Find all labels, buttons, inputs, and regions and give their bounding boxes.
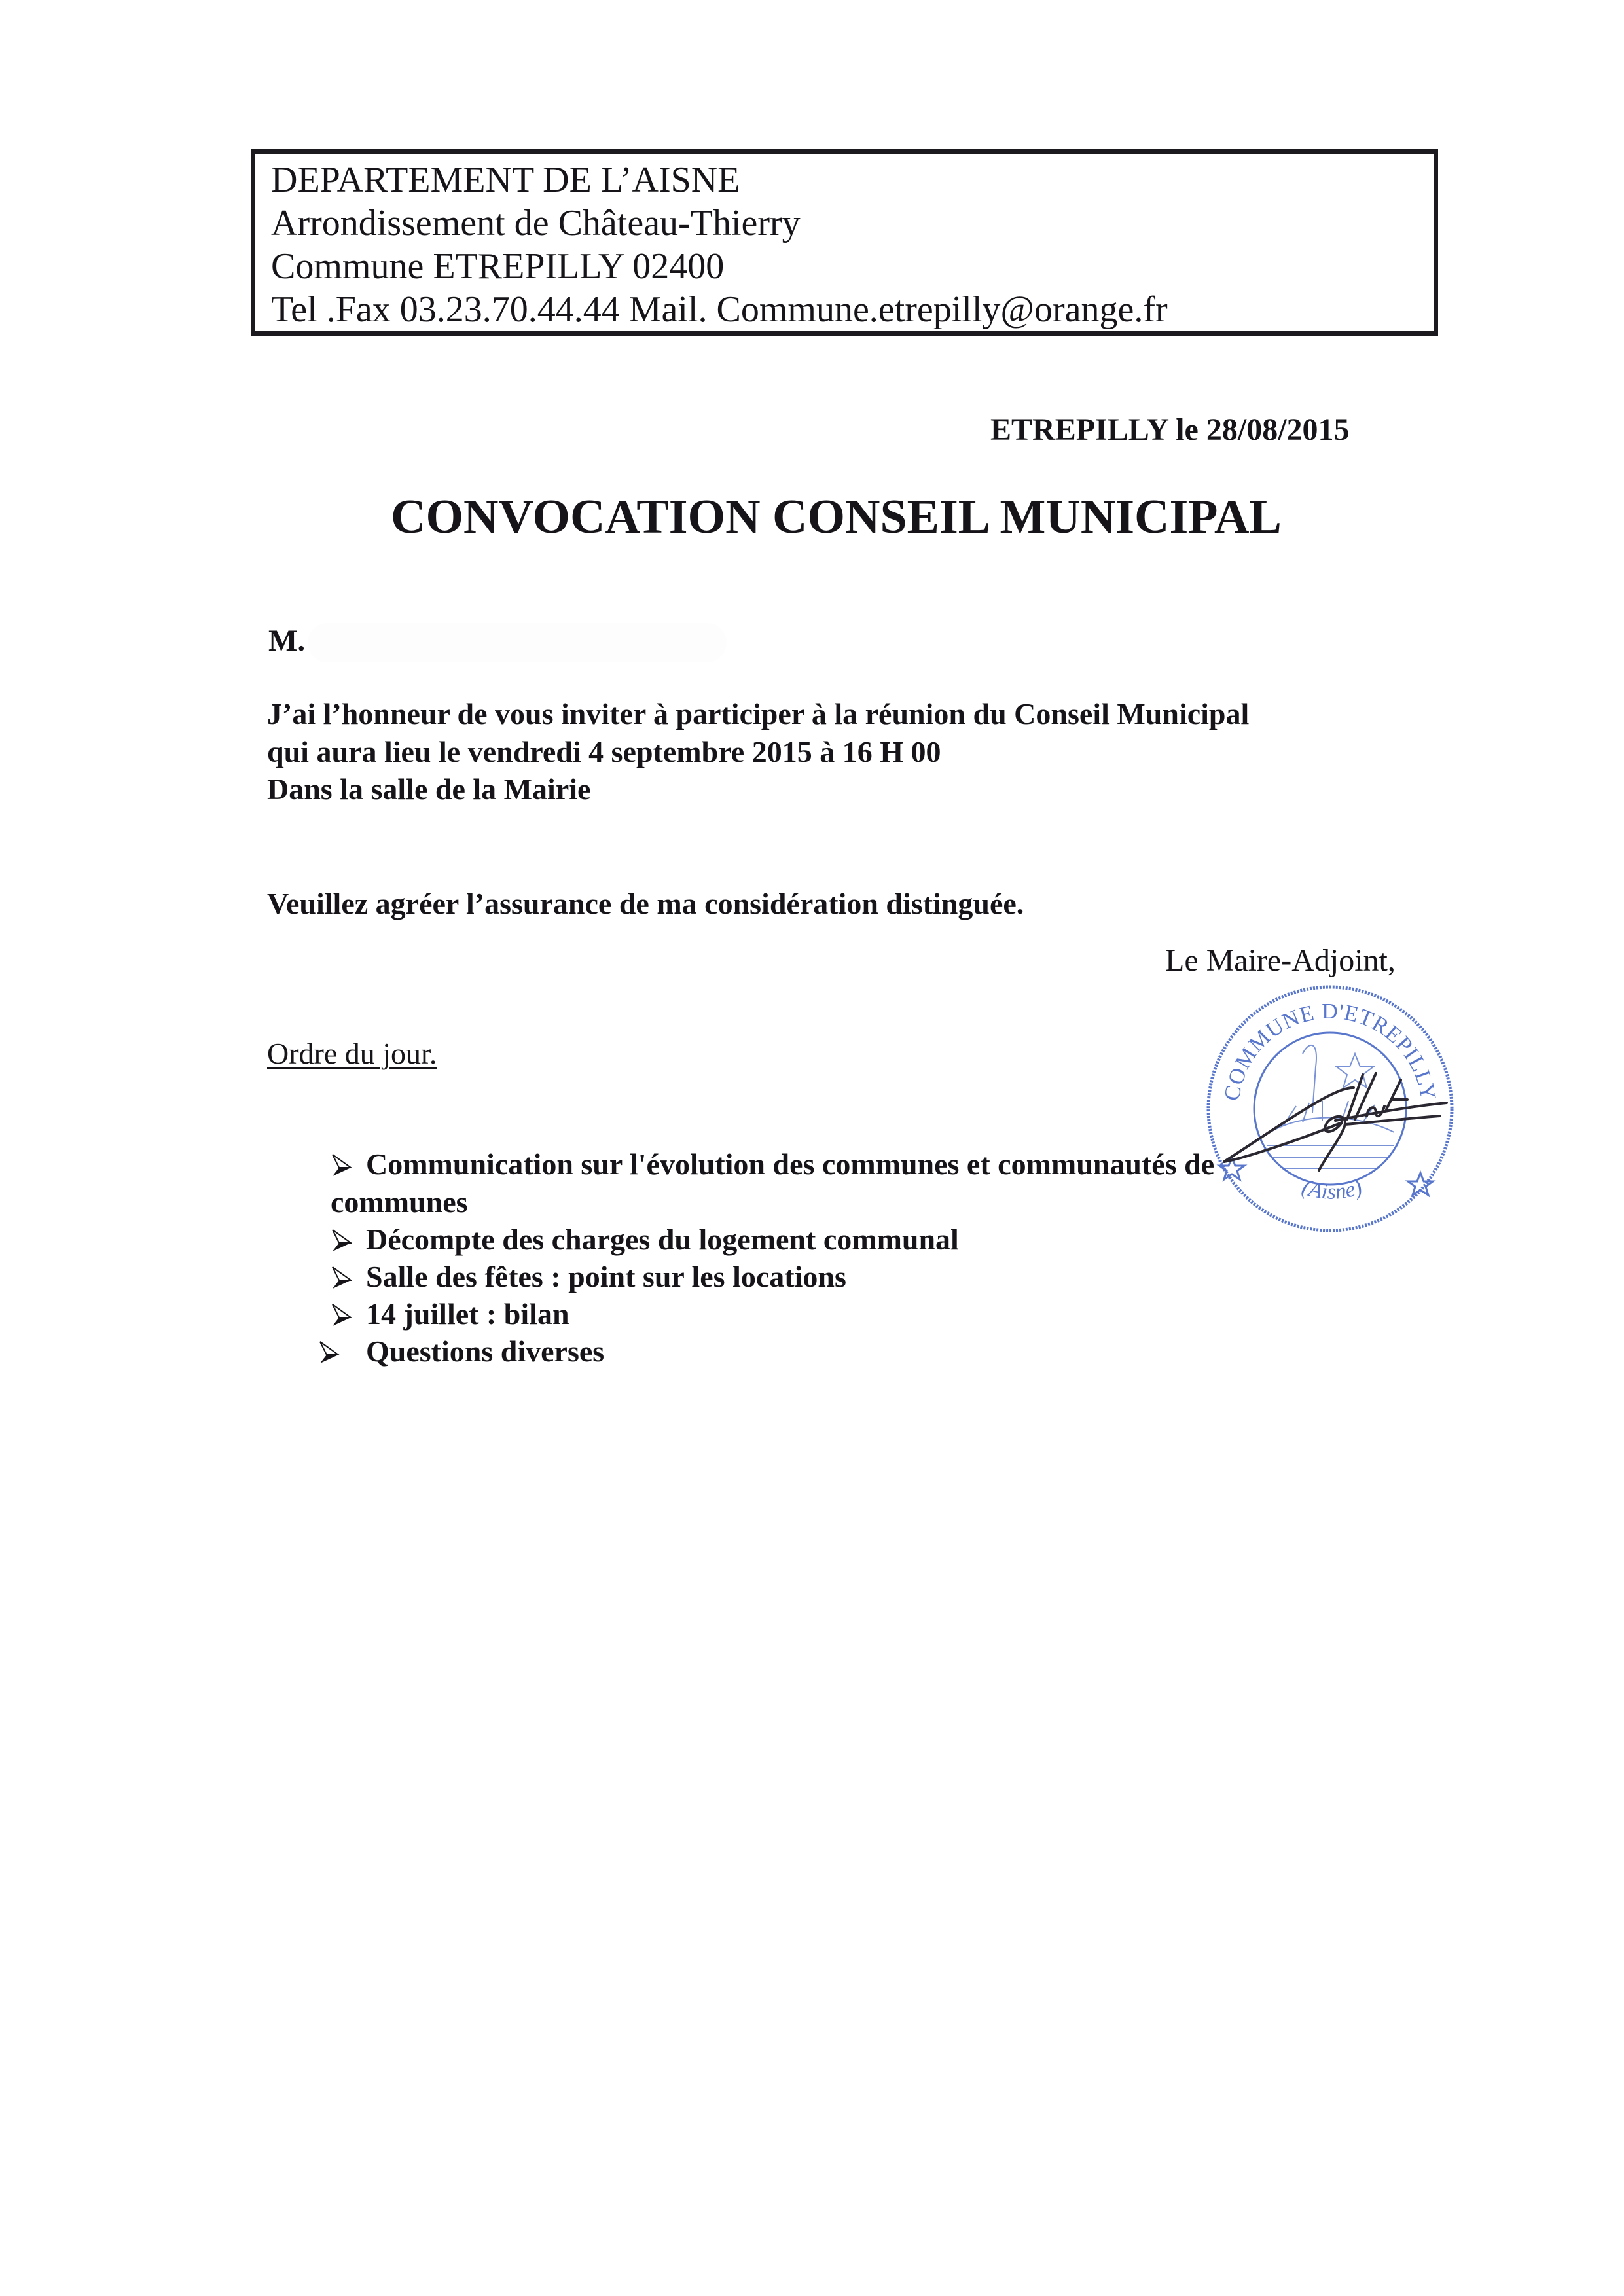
signatory-title: Le Maire-Adjoint, bbox=[1165, 943, 1396, 978]
arrowhead-bullet-icon bbox=[319, 1340, 340, 1364]
arrowhead-bullet-icon bbox=[331, 1153, 352, 1177]
date-line: ETREPILLY le 28/08/2015 bbox=[990, 412, 1350, 447]
letterhead-box bbox=[251, 149, 1438, 336]
handwritten-signature bbox=[1204, 1060, 1466, 1172]
document-title: CONVOCATION CONSEIL MUNICIPAL bbox=[391, 490, 1282, 544]
agenda-item-text: Salle des fêtes : point sur les locations bbox=[366, 1260, 846, 1293]
stamp-bottom-text: (Aisne) bbox=[1299, 1175, 1365, 1204]
agenda-item-continuation: communes bbox=[331, 1185, 468, 1219]
recipient-salutation: M. bbox=[268, 624, 306, 658]
letterhead-commune: Commune ETREPILLY 02400 bbox=[271, 246, 725, 287]
agenda-item bbox=[0, 1333, 1624, 1370]
letterhead-contact: Tel .Fax 03.23.70.44.44 Mail. Commune.etrepilly@orange.fr bbox=[271, 289, 1168, 330]
arrowhead-bullet-icon bbox=[331, 1229, 352, 1252]
agenda-item bbox=[0, 1295, 1624, 1333]
agenda-item bbox=[0, 1258, 1624, 1295]
letterhead-department: DEPARTEMENT DE L’AISNE bbox=[271, 160, 740, 200]
agenda-heading: Ordre du jour. bbox=[267, 1037, 437, 1070]
arrowhead-bullet-icon bbox=[331, 1303, 352, 1327]
letterhead-arrondissement: Arrondissement de Château-Thierry bbox=[271, 203, 801, 243]
body-line-location: Dans la salle de la Mairie bbox=[267, 772, 591, 806]
body-line-invitation: J’ai l’honneur de vous inviter à participer à la réunion du Conseil Municipal bbox=[267, 697, 1250, 730]
agenda-item-text: Décompte des charges du logement communal bbox=[366, 1223, 959, 1256]
closing-formula: Veuillez agréer l’assurance de ma considération distinguée. bbox=[267, 887, 1024, 920]
stamp-star-icon-right bbox=[1408, 1173, 1433, 1195]
arrowhead-bullet-icon bbox=[331, 1266, 352, 1289]
stamp-top-text: COMMUNE D'ETREPILLY bbox=[1219, 999, 1441, 1103]
agenda-item-text: Communication sur l'évolution des communes et communautés de bbox=[366, 1147, 1215, 1181]
redacted-recipient-name bbox=[308, 623, 727, 662]
agenda-item-text: Questions diverses bbox=[366, 1335, 605, 1368]
agenda-item-text: 14 juillet : bilan bbox=[366, 1297, 569, 1331]
body-line-date-time: qui aura lieu le vendredi 4 septembre 2015 à 16 H 00 bbox=[267, 735, 941, 768]
